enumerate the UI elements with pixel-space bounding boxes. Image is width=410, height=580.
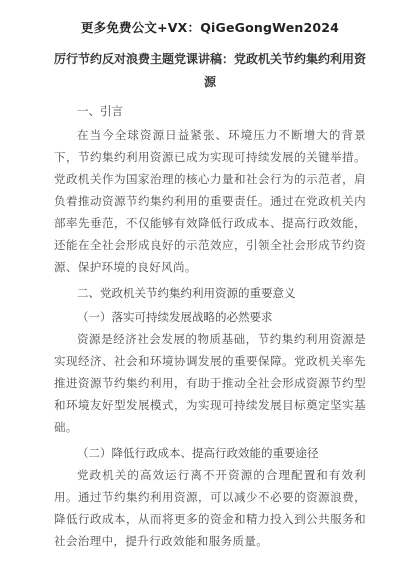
subsection-heading-cost: （二）降低行政成本、提高行政效能的重要途径 — [77, 446, 319, 460]
section-heading-intro: 一、引言 — [77, 104, 123, 118]
paragraph-intro: 在当今全球资源日益紧张、环境压力不断增大的背景下，节约集约利用资源已成为实现可持续发展的关键举措。党政机关作为国家治理的核心力量和社会行为的示范者，肩负着推动资源节约集约利用的重要责任。通过在党政机关内部率先垂范，不仅能够有效降低行政成本、提高行政效能，还能在全社会形成良好的示范效应，引领全社会形成节约资源、保护环境的良好风尚。 — [54, 128, 366, 274]
section-heading-significance: 二、党政机关节约集约利用资源的重要意义 — [77, 286, 296, 300]
document-title: 厉行节约反对浪费主题党课讲稿：党政机关节约集约利用资源 — [54, 52, 367, 89]
promo-header: 更多免费公文+VX：QiGeGongWen2024 — [80, 20, 340, 35]
paragraph-cost: 党政机关的高效运行离不开资源的合理配置和有效利用。通过节约集约利用资源，可以减少不必要的资源浪费，降低行政成本，从而将更多的资金和精力投入到公共服务和社会治理中，提升行政效能和服务质量。 — [54, 468, 366, 548]
subsection-heading-sustainable: （一）落实可持续发展战略的必然要求 — [77, 310, 273, 324]
paragraph-sustainable: 资源是经济社会发展的物质基础，节约集约利用资源是实现经济、社会和环境协调发展的重要保障。党政机关率先推进资源节约集约利用，有助于推动全社会形成资源节约型和环境友好型发展模式，为实现可持续发展目标奠定坚实基础。 — [54, 332, 366, 434]
